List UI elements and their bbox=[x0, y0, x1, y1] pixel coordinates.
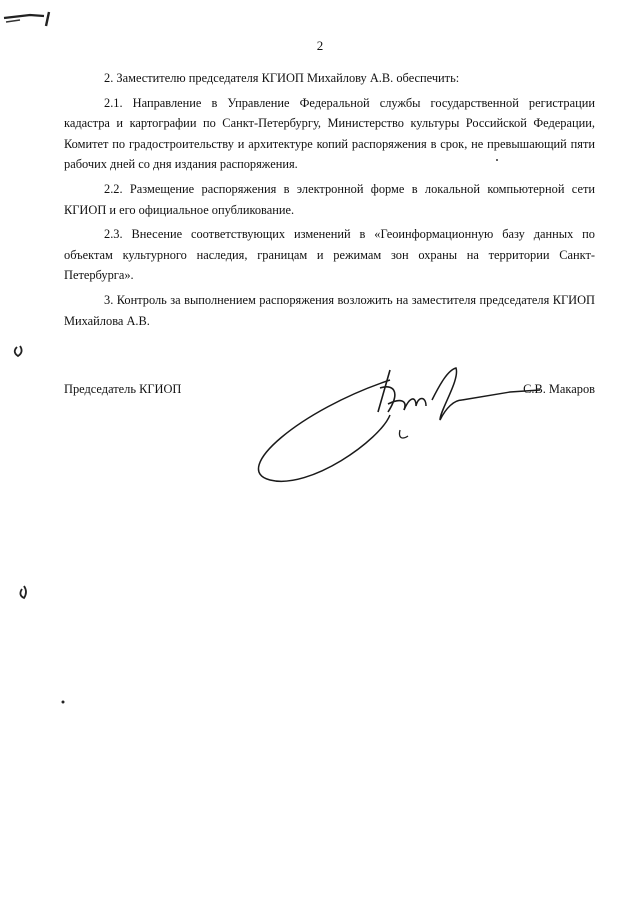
signer-title: Председатель КГИОП bbox=[64, 382, 182, 396]
paragraph-3: 3. Контроль за выполнением распоряжения возложить на заместителя председателя КГИОП Михайлова А.В. bbox=[64, 292, 595, 328]
paragraph-2-2: 2.2. Размещение распоряжения в электронной форме в локальной компьютерной сети КГИОП и его официальное опубликование. bbox=[64, 181, 595, 217]
paragraph-2-3: 2.3. Внесение соответствующих изменений в «Геоинформационную базу данных по объектам культурного наследия, границам и режимам зон охраны на территории Санкт-Петербурга». bbox=[64, 227, 595, 283]
document-body bbox=[64, 68, 595, 335]
page-number: 2 bbox=[316, 38, 324, 53]
handwritten-signature bbox=[240, 360, 580, 510]
paragraph-2: 2. Заместителю председателя КГИОП Михайлову А.В. обеспечить: bbox=[104, 71, 460, 85]
signer-name: С.В. Макаров bbox=[523, 382, 595, 396]
paragraph-2-1: 2.1. Направление в Управление Федеральной службы государственной регистрации кадастра и картографии по Санкт-Петербургу, Министерство культуры Российской Федерации, Комитет по градостроительству и архитектуре копий распоряжения в срок, не превышающий пяти рабочих дней со дня издания распоряжения. bbox=[64, 95, 595, 172]
